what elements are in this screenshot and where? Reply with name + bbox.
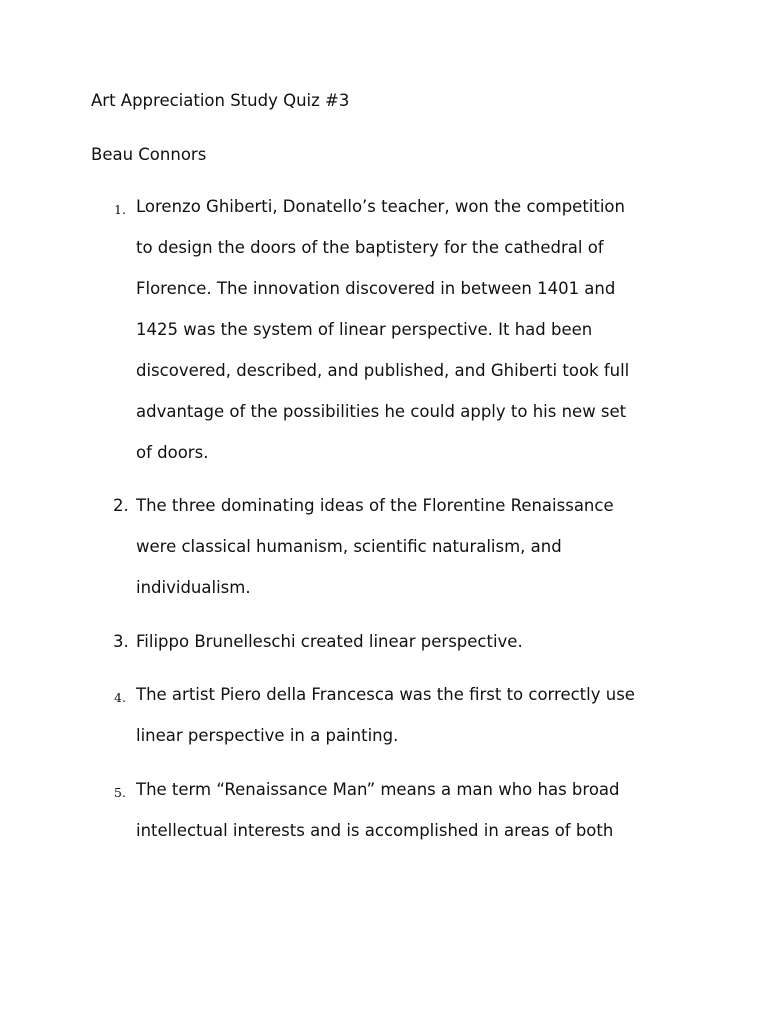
item-text-line: 1425 was the system of linear perspective. It had been — [136, 320, 593, 339]
item-text-line: to design the doors of the baptistery for the cathedral of — [136, 238, 604, 257]
item-text-line: The artist Piero della Francesca was the first to correctly use — [136, 685, 635, 704]
item-text-line: individualism. — [136, 578, 251, 597]
item-text-line: discovered, described, and published, and Ghiberti took full — [136, 361, 630, 380]
item-text-line: advantage of the possibilities he could apply to his new set — [136, 402, 627, 421]
item-text-line: Florence. The innovation discovered in between 1401 and — [136, 279, 616, 298]
item-number: 2. — [113, 496, 129, 515]
document-title: Art Appreciation Study Quiz #3 — [91, 91, 350, 110]
item-text-line: linear perspective in a painting. — [136, 726, 399, 745]
item-text-line: Filippo Brunelleschi created linear perspective. — [136, 632, 523, 651]
item-number: 4. — [114, 690, 126, 705]
item-number: 1. — [114, 202, 126, 217]
item-text-line: were classical humanism, scientific naturalism, and — [136, 537, 562, 556]
item-number: 5. — [114, 785, 126, 800]
item-number: 3. — [113, 632, 129, 651]
author-name: Beau Connors — [91, 145, 207, 164]
item-text-line: Lorenzo Ghiberti, Donatello’s teacher, won the competition — [136, 197, 625, 216]
item-text-line: of doors. — [136, 443, 209, 462]
item-text-line: The three dominating ideas of the Florentine Renaissance — [136, 496, 614, 515]
item-text-line: intellectual interests and is accomplished in areas of both — [136, 821, 614, 840]
item-text-line: The term “Renaissance Man” means a man who has broad — [136, 780, 620, 799]
